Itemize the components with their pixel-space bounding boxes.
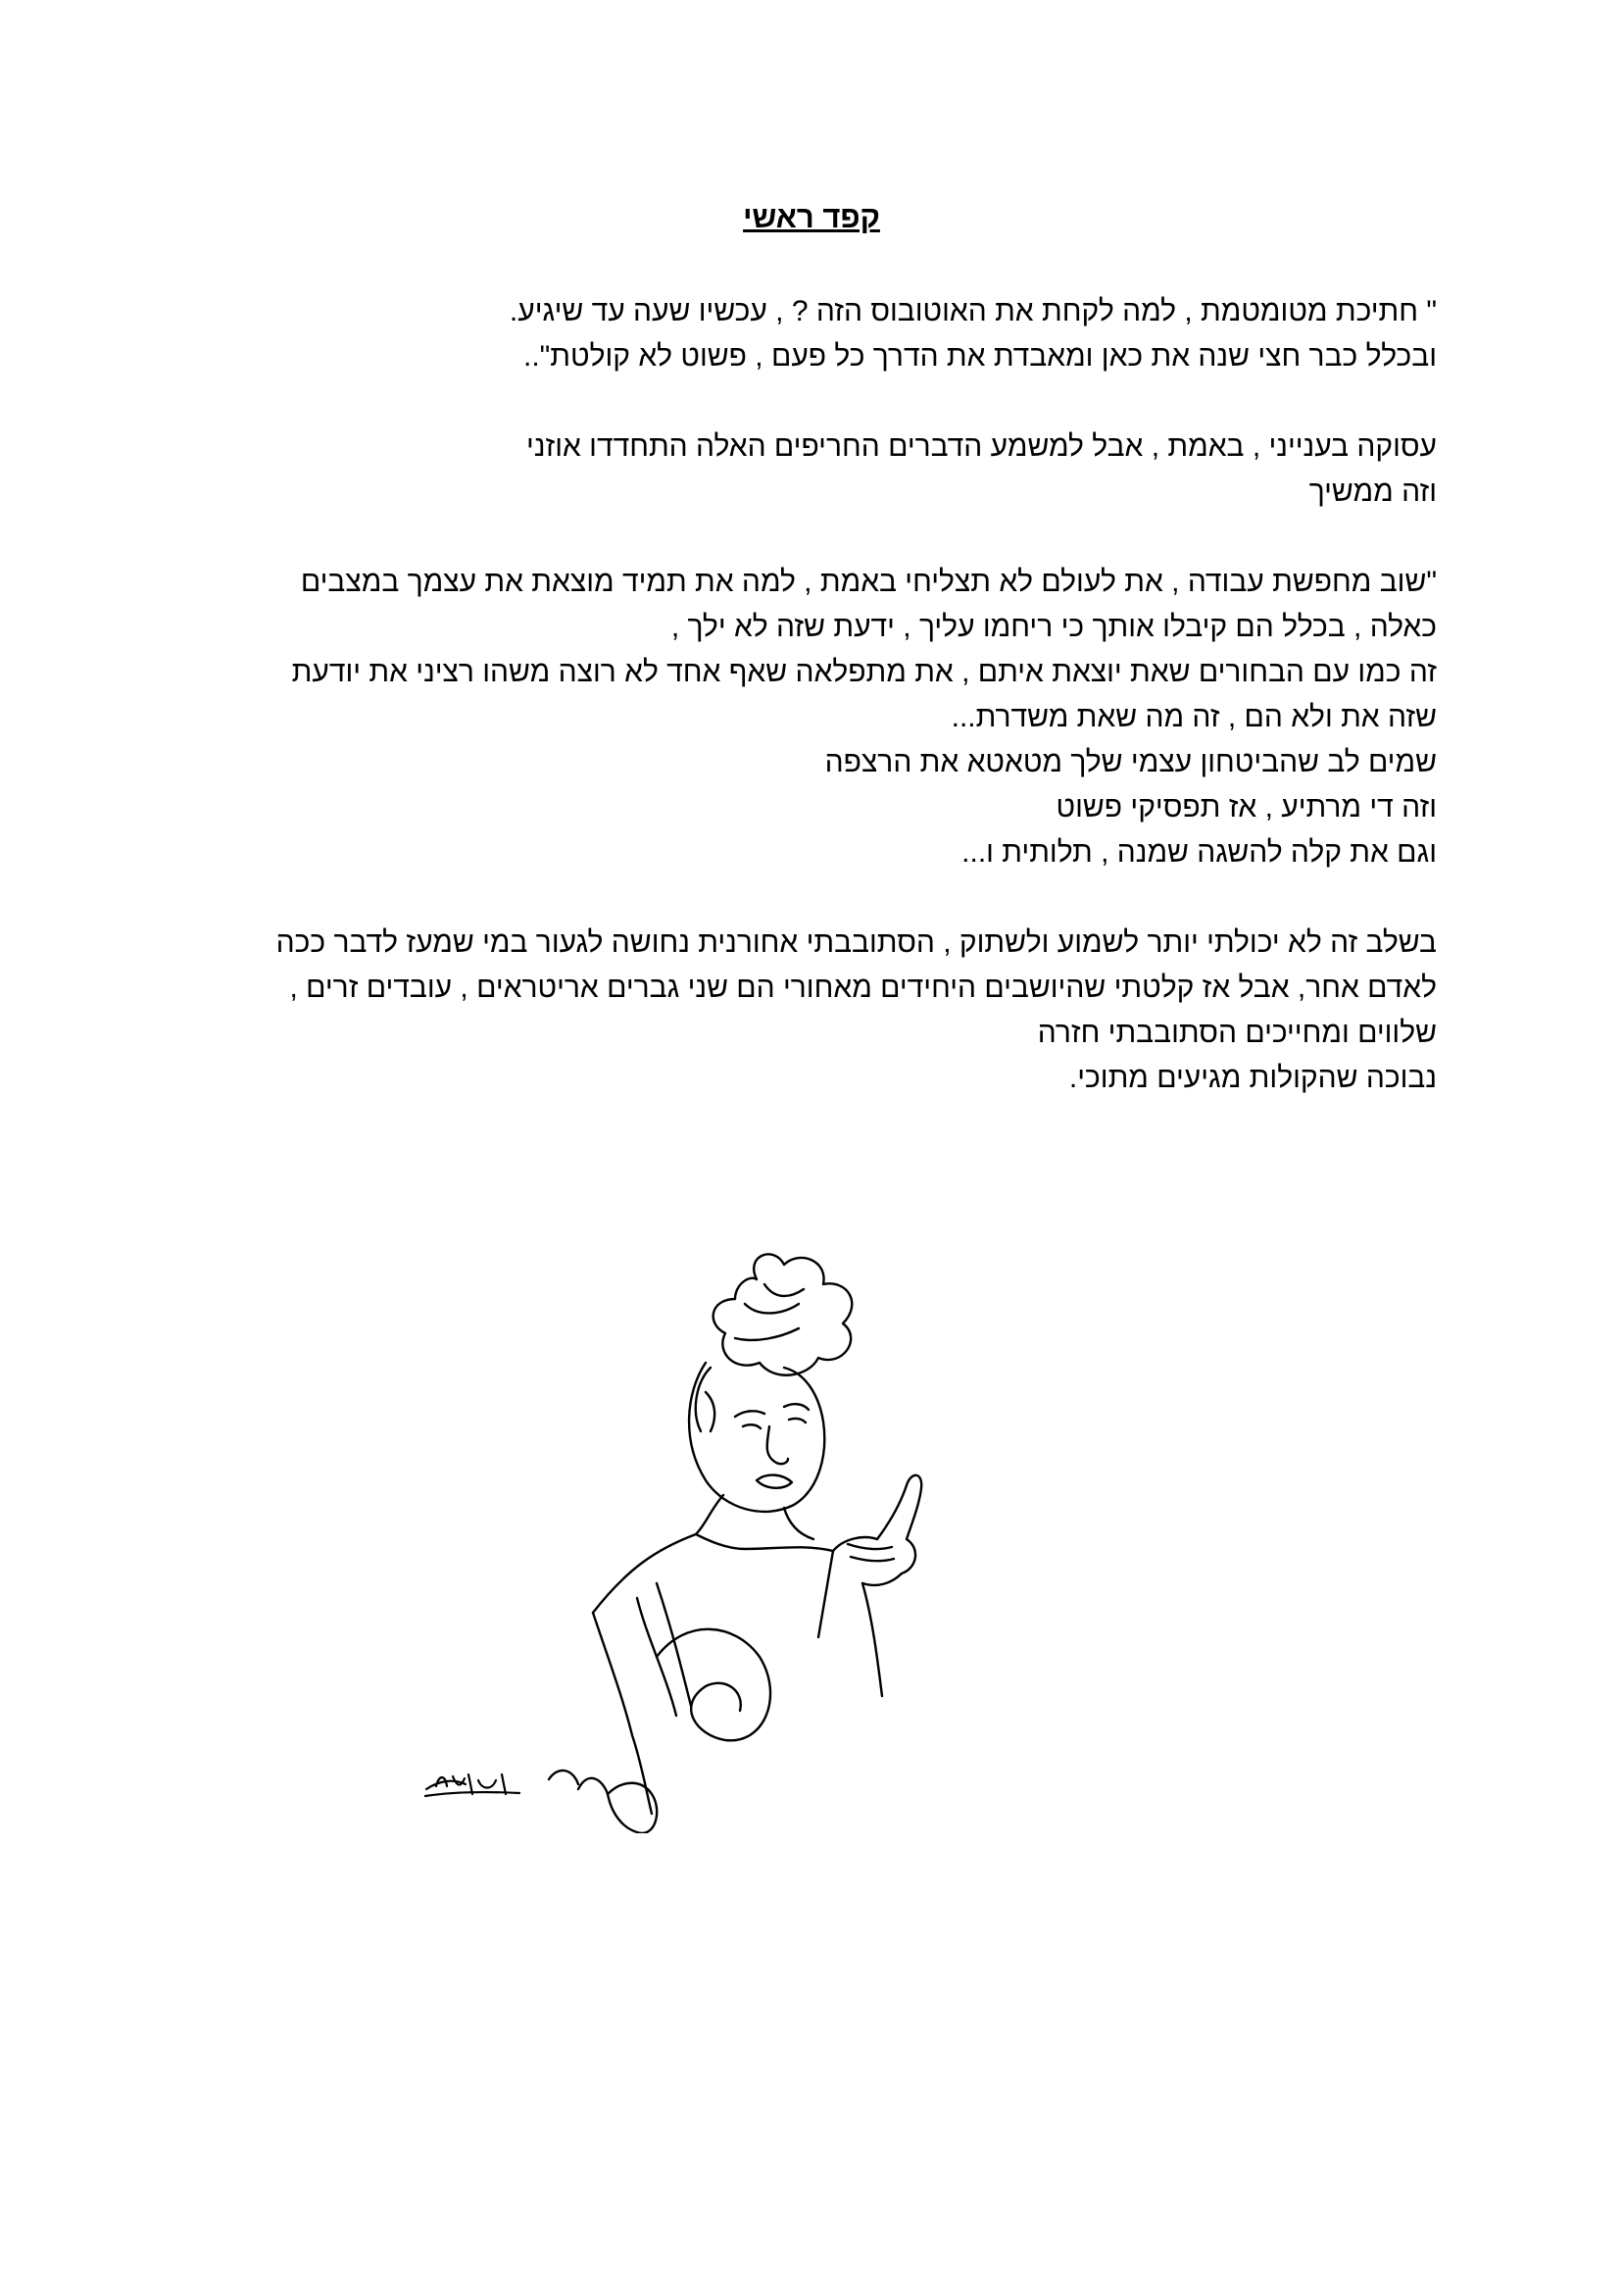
neck: [696, 1495, 813, 1539]
text-line: זה כמו עם הבחורים שאת יוצאת איתם , את מתפלאה שאף אחד לא רוצה משהו רציני את יודעת: [291, 656, 1437, 688]
signature-area: [421, 1765, 539, 1804]
raised-hand: [833, 1475, 921, 1585]
text-line: לאדם אחר, אבל אז קלטתי שהיושבים היחידים מאחורי הם שני גברים אריטראים , עובדים זרים ,: [289, 972, 1437, 1004]
text-line: נבוכה שהקולות מגיעים מתוכי.: [1068, 1062, 1437, 1094]
eye-left: [743, 1424, 761, 1428]
text-line: עסוקה בענייני , באמת , אבל למשמע הדברים החריפים האלה התחדדו אוזני: [526, 430, 1437, 463]
hair-bun: [713, 1254, 853, 1374]
text-line: ובכלל כבר חצי שנה את כאן ומאבדת את הדרך כל פעם , פשוט לא קולטת"..: [522, 340, 1437, 373]
hand-scribble: [549, 1771, 608, 1794]
text-line: וזה ממשיך: [1308, 475, 1437, 508]
brow-right: [784, 1404, 809, 1410]
nose: [767, 1426, 788, 1464]
hand-fingers: [848, 1544, 894, 1561]
text-line: בשלב זה לא יכולתי יותר לשמוע ולשתוק , הסתובבתי אחורנית נחושה לגעור במי שמעז לדבר ככה: [275, 926, 1437, 959]
text-line: וזה די מרתיע , אז תפסיקי פשוט: [1056, 791, 1437, 824]
right-arm: [818, 1551, 882, 1696]
text-line: שלווים ומחייכים הסתובבתי חזרה: [1037, 1017, 1437, 1049]
woman-sketch-illustration: [412, 1245, 980, 1833]
brow-left: [735, 1411, 764, 1417]
text-line: " חתיכת מטומטמת , למה לקחת את האוטובוס הזה ? , עכשיו שעה עד שיגיע.: [509, 295, 1437, 327]
head-outline: [689, 1363, 824, 1512]
document-title: קפד ראשי: [743, 200, 880, 234]
belly-loop: [657, 1629, 770, 1741]
eye-right: [789, 1419, 806, 1423]
mouth: [757, 1475, 792, 1488]
text-line: שזה את ולא הם , זה מה שאת משדרת...: [951, 701, 1437, 733]
hair-strands: [735, 1284, 804, 1340]
text-line: "שוב מחפשת עבודה , את לעולם לא תצליחי באמת , למה את תמיד מוצאת את עצמך במצבים: [300, 566, 1437, 598]
text-line: וגם את קלה להשגה שמנה , תלותית ו...: [961, 836, 1437, 869]
text-line: שמים לב שהביטחון עצמי שלך מטאטא את הרצפה: [824, 746, 1437, 778]
text-line: כאלה , בכלל הם קיבלו אותך כי ריחמו עליך , ידעת שזה לא ילך ,: [670, 611, 1437, 643]
signature-glyph: [421, 1765, 539, 1804]
shoulders: [593, 1534, 833, 1613]
